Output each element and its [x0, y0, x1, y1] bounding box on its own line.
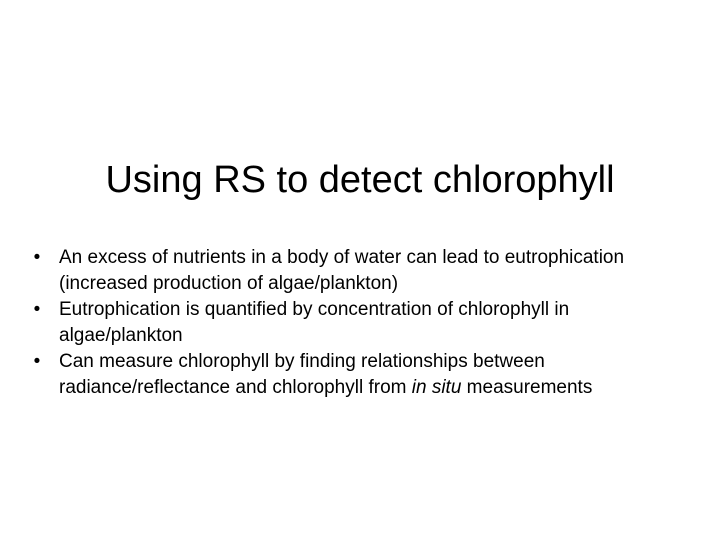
bullet-italic-text: in situ: [411, 377, 462, 398]
bullet-marker: •: [33, 247, 41, 268]
bullet-marker: •: [33, 351, 41, 372]
bullet-text: Eutrophication is quantified by concentration of chlorophyll in algae/plankton: [59, 299, 570, 346]
bullet-text-after-italic: measurements: [461, 377, 593, 398]
slide-title: Using RS to detect chlorophyll: [105, 159, 615, 201]
bullet-item-3: [30, 349, 690, 401]
bullet-list: [30, 245, 690, 401]
bullet-text: An excess of nutrients in a body of water can lead to eutrophication (increased production of algae/plankton): [59, 247, 625, 294]
bullet-text-before-italic: Can measure chlorophyll by finding relationships between radiance/reflectance and chlorophyll from: [59, 351, 545, 398]
bullet-item-2: [30, 297, 690, 349]
bullet-item-1: [30, 245, 690, 297]
bullet-marker: •: [33, 299, 41, 320]
